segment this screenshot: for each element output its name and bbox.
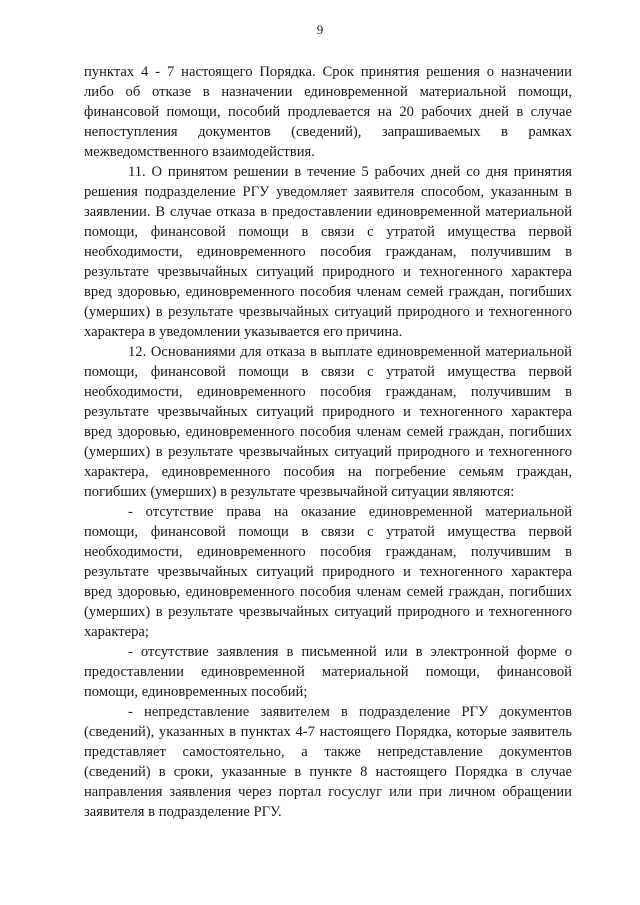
paragraph-12: 12. Основаниями для отказа в выплате единовременной материальной помощи, финансовой помощи в связи с утратой имущества первой необходимости, единовременного пособия гражданам, получившим в результате чрезвычайных ситуаций природного и техногенного характера вред здоровью, единовременного пособия членам семей граждан, погибших (умерших) в результате чрезвычайных ситуаций природного и техногенного характера, единовременного пособия на погребение семьям граждан, погибших (умерших) в результате чрезвычайной ситуации являются: — [84, 344, 572, 500]
list-item-no-right: - отсутствие права на оказание единовременной материальной помощи, финансовой помощи в связи с утратой имущества первой необходимости, единовременного пособия гражданам, получившим в результате чрезвычайных ситуаций природного и техногенного характера вред здоровью, единовременного пособия членам семей граждан, погибших (умерших) в результате чрезвычайных ситуаций природного и техногенного характера; — [84, 504, 572, 640]
page-number: 9 — [316, 22, 324, 37]
paragraph-11: 11. О принятом решении в течение 5 рабочих дней со дня принятия решения подразделение РГУ уведомляет заявителя способом, указанным в заявлении. В случае отказа в предоставлении единовременной материальной помощи, финансовой помощи в связи с утратой имущества первой необходимости, единовременного пособия гражданам, получившим в результате чрезвычайных ситуаций природного и техногенного характера вред здоровью, единовременного пособия членам семей граждан, погибших (умерших) в результате чрезвычайных ситуаций природного и техногенного характера в уведомлении указывается его причина. — [84, 164, 572, 340]
paragraph-continuation: пунктах 4 - 7 настоящего Порядка. Срок принятия решения о назначении либо об отказе в назначении единовременной материальной помощи, финансовой помощи, пособий продлевается на 20 рабочих дней в случае непоступления документов (сведений), запрашиваемых в рамках межведомственного взаимодействия. — [84, 64, 572, 160]
list-item-no-application: - отсутствие заявления в письменной или в электронной форме о предоставлении единовременной материальной помощи, финансовой помощи, единовременных пособий; — [84, 644, 572, 700]
document-body — [84, 62, 572, 822]
list-item-no-documents: - непредставление заявителем в подразделение РГУ документов (сведений), указанных в пунктах 4-7 настоящего Порядка, которые заявитель представляет самостоятельно, а также непредставление документов (сведений) в сроки, указанные в пункте 8 настоящего Порядка в случае направления заявления через портал госуслуг или при личном обращении заявителя в подразделение РГУ. — [84, 704, 572, 820]
